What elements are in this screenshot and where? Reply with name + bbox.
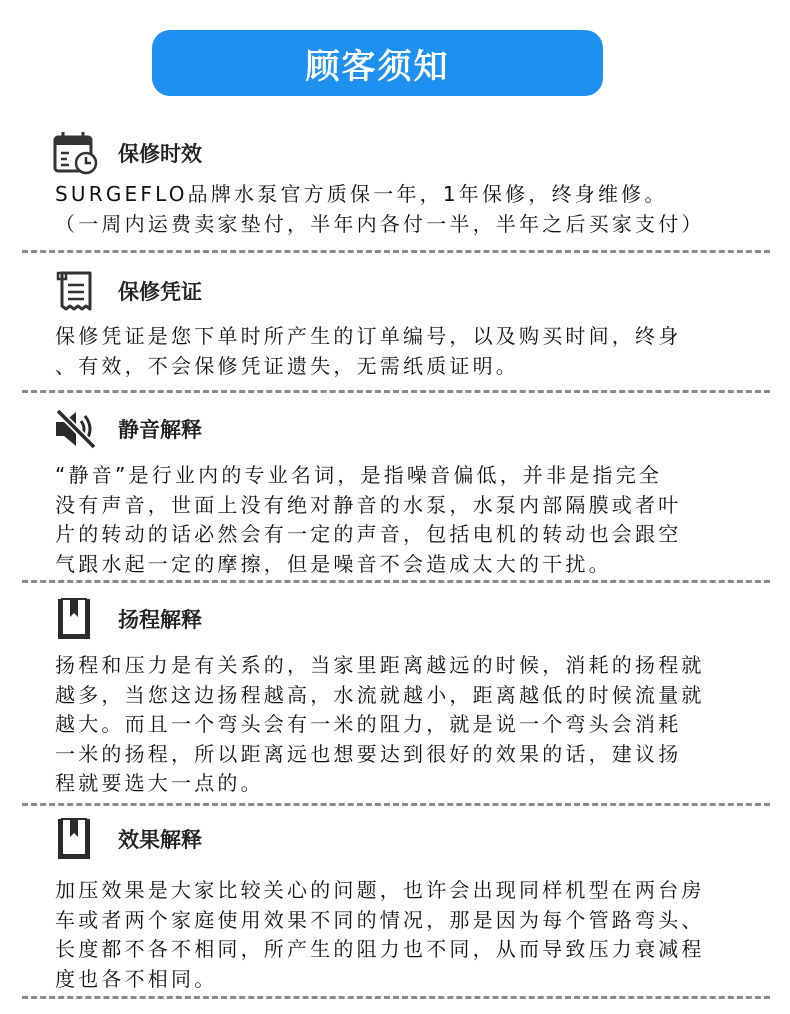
section-body-silent xyxy=(55,461,755,579)
calendar-clock-icon xyxy=(52,129,100,177)
body-line: 、有效，不会保修凭证遗失，无需纸质证明。 xyxy=(55,353,519,378)
body-line: 程就要选大一点的。 xyxy=(55,771,264,795)
body-line: 扬程和压力是有关系的，当家里距离越远的时候，消耗的扬程就 xyxy=(55,653,705,677)
body-line: 没有声音，世面上没有绝对静音的水泵，水泵内部隔膜或者叶 xyxy=(55,492,682,517)
body-line: “静音”是行业内的专业名词，是指噪音偏低，并非是指完全 xyxy=(55,463,663,487)
dashed-divider xyxy=(22,250,770,253)
dashed-divider xyxy=(22,996,770,999)
body-line: 越多，当您这边扬程越高，水流就越小，距离越低的时候流量就 xyxy=(55,682,705,707)
section-header-warranty-period xyxy=(52,130,202,176)
notice-banner xyxy=(152,30,603,96)
mute-speaker-icon xyxy=(52,405,100,453)
body-line: SURGEFLO品牌水泵官方质保一年，1年保修，终身维修。 xyxy=(55,182,668,206)
section-header-warranty-proof xyxy=(52,268,202,314)
bookmark-book-icon xyxy=(52,595,100,643)
section-body-warranty-proof xyxy=(55,322,755,381)
section-header-silent xyxy=(52,406,202,452)
section-body-effect xyxy=(55,876,755,994)
section-body-warranty-period xyxy=(55,180,755,239)
body-line: 保修凭证是您下单时所产生的订单编号，以及购买时间，终身 xyxy=(55,324,682,348)
body-line: 加压效果是大家比较关心的问题，也许会出现同样机型在两台房 xyxy=(55,878,705,902)
dashed-divider xyxy=(22,390,770,393)
section-title: 扬程解释 xyxy=(118,608,202,632)
section-title: 静音解释 xyxy=(118,418,202,442)
receipt-icon xyxy=(52,267,100,315)
section-body-head-lift xyxy=(55,651,755,799)
dashed-divider xyxy=(22,580,770,583)
body-line: 片的转动的话必然会有一定的声音，包括电机的转动也会跟空 xyxy=(55,522,682,546)
body-line: 气跟水起一定的摩擦，但是噪音不会造成太大的干扰。 xyxy=(55,551,612,576)
section-title: 保修凭证 xyxy=(118,280,202,304)
body-line: 度也各不相同。 xyxy=(55,966,218,991)
body-line: 一米的扬程，所以距离远也想要达到很好的效果的话，建议扬 xyxy=(55,741,682,766)
body-line: （一周内运费卖家垫付，半年内各付一半，半年之后买家支付） xyxy=(55,211,705,236)
section-title: 保修时效 xyxy=(118,142,202,166)
dashed-divider xyxy=(22,803,770,806)
banner-title: 顾客须知 xyxy=(305,46,450,87)
section-header-head-lift xyxy=(52,596,202,642)
body-line: 车或者两个家庭使用效果不同的情况，那是因为每个管路弯头、 xyxy=(55,907,705,932)
section-title: 效果解释 xyxy=(118,828,202,852)
bookmark-book-icon xyxy=(52,815,100,863)
section-header-effect xyxy=(52,816,202,862)
body-line: 长度都不各不相同，所产生的阻力也不同，从而导致压力衰减程 xyxy=(55,937,705,961)
body-line: 越大。而且一个弯头会有一米的阻力，就是说一个弯头会消耗 xyxy=(55,712,682,736)
